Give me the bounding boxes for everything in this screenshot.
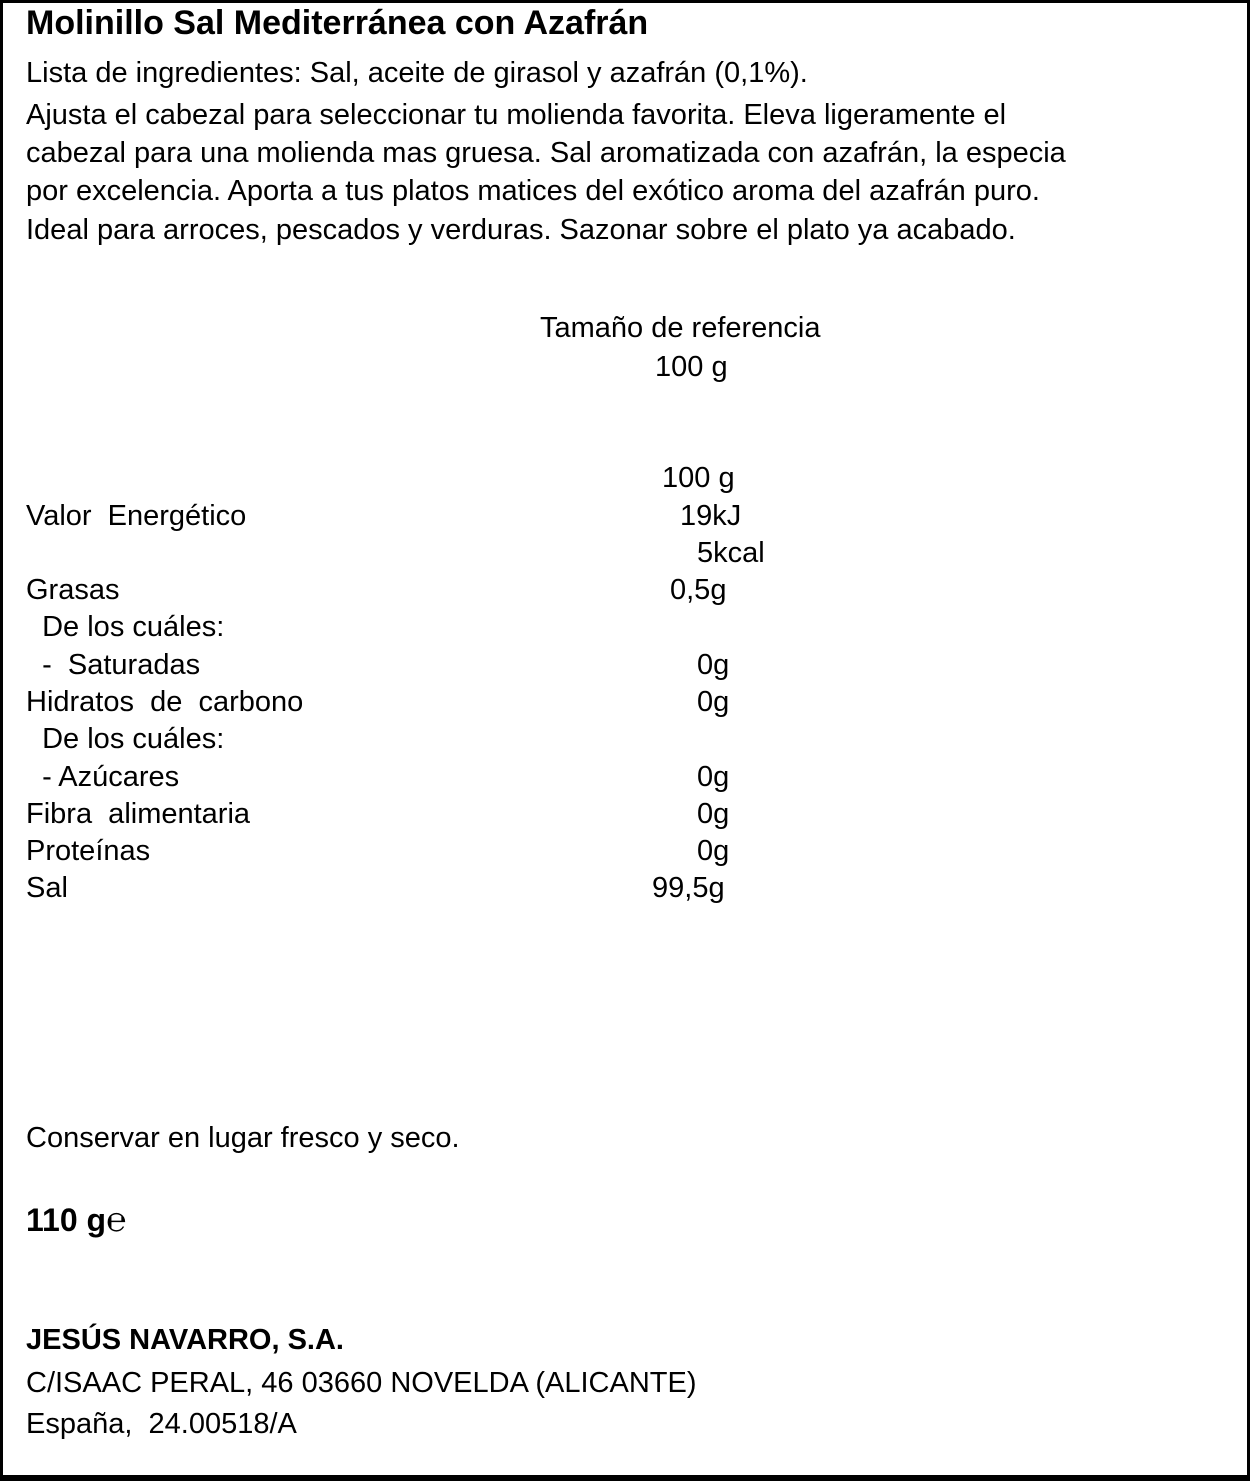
nutrient-value: 0g <box>697 835 730 867</box>
storage-instructions: Conservar en lugar fresco y seco. <box>26 1122 460 1154</box>
nutrient-label: De los cuáles: <box>26 723 225 755</box>
nutrient-label: Hidratos de carbono <box>26 686 304 718</box>
nutrient-value: 0g <box>697 798 730 830</box>
nutrient-label: De los cuáles: <box>26 611 225 643</box>
nutrient-label: Sal <box>26 872 68 904</box>
nutrient-value: 99,5g <box>652 872 725 904</box>
company-address: C/ISAAC PERAL, 46 03660 NOVELDA (ALICANTE) <box>26 1367 697 1399</box>
nutrient-label: Fibra alimentaria <box>26 798 251 830</box>
nutrient-label: Valor Energético <box>26 500 247 532</box>
nutrient-value: 5kcal <box>697 537 765 569</box>
estimated-sign-icon: ℮ <box>106 1200 127 1240</box>
description-line: Ideal para arroces, pescados y verduras. Sazonar sobre el plato ya acabado. <box>26 214 1016 246</box>
nutrient-value: 0g <box>697 686 730 718</box>
ingredients-list: Lista de ingredientes: Sal, aceite de girasol y azafrán (0,1%). <box>26 57 808 89</box>
reference-size-label: Tamaño de referencia <box>540 312 821 344</box>
nutrient-label: - Saturadas <box>26 649 201 681</box>
description-line: Ajusta el cabezal para seleccionar tu molienda favorita. Eleva ligeramente el <box>26 99 1007 131</box>
nutrient-label: - Azúcares <box>26 761 180 793</box>
description-line: por excelencia. Aporta a tus platos matices del exótico aroma del azafrán puro. <box>26 175 1040 207</box>
reference-size-value: 100 g <box>655 351 728 383</box>
nutrient-value: 0g <box>697 649 730 681</box>
nutrient-label: Proteínas <box>26 835 151 867</box>
nutrient-value: 0,5g <box>670 574 727 606</box>
nutrition-column-header: 100 g <box>662 462 735 494</box>
nutrient-label: Grasas <box>26 574 120 606</box>
nutrient-value: 19kJ <box>680 500 742 532</box>
net-weight-value: 110 g <box>26 1202 107 1238</box>
net-weight <box>26 1201 126 1239</box>
nutrient-value: 0g <box>697 761 730 793</box>
product-title: Molinillo Sal Mediterránea con Azafrán <box>26 4 649 42</box>
company-name: JESÚS NAVARRO, S.A. <box>26 1324 344 1356</box>
description-line: cabezal para una molienda mas gruesa. Sal aromatizada con azafrán, la especia <box>26 137 1066 169</box>
company-registration: España, 24.00518/A <box>26 1408 297 1440</box>
